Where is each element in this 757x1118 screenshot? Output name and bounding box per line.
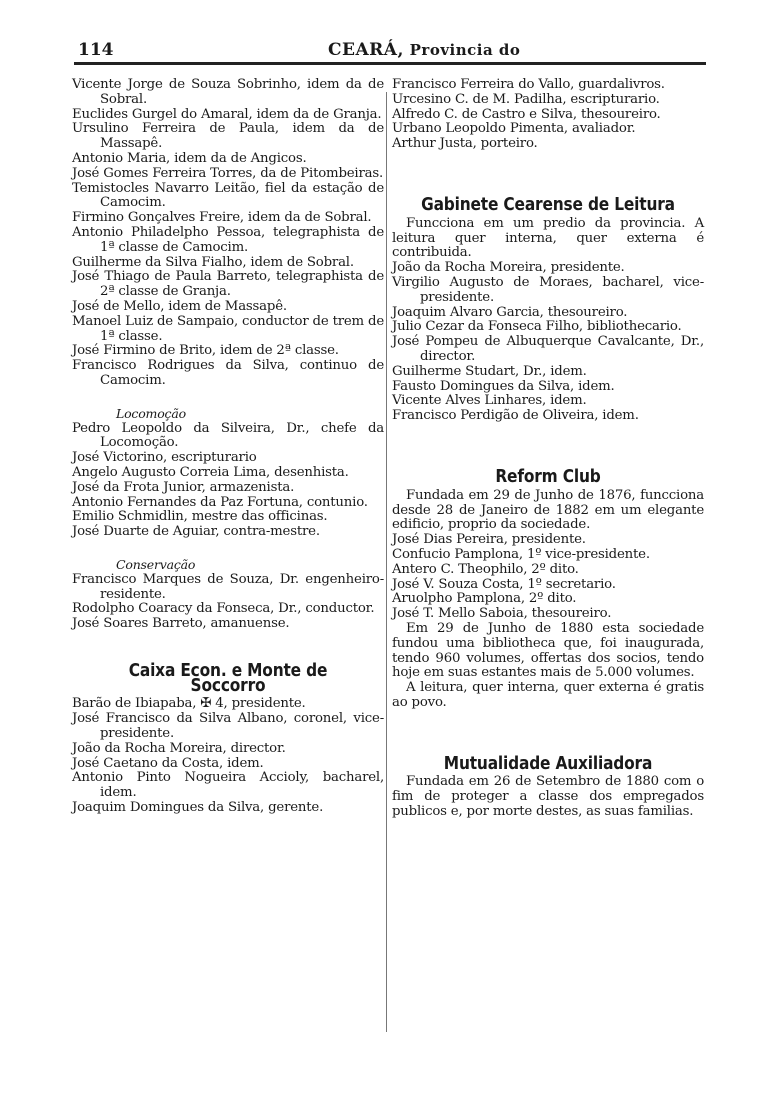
- list-item: Angelo Augusto Correia Lima, desenhista.: [72, 464, 349, 480]
- locomocao-heading: Locomoção: [116, 405, 186, 421]
- list-item: Confucio Pamplona, 1º vice-presidente.: [392, 546, 650, 562]
- page-number: 114: [78, 40, 114, 60]
- list-item: Francisco Rodrigues da Silva, continuo de Camocim.: [72, 358, 384, 388]
- list-item: José da Frota Junior, armazenista.: [72, 479, 295, 495]
- list-item: Urbano Leopoldo Pimenta, avaliador.: [392, 121, 636, 137]
- gabinete-title: Gabinete Cearense de Leitura: [421, 194, 675, 215]
- list-item: Joaquim Domingues da Silva, gerente.: [72, 800, 324, 816]
- list-item: José Duarte de Aguiar, contra-mestre.: [72, 524, 320, 540]
- list-item: Rodolpho Coaracy da Fonseca, Dr., conductor.: [72, 601, 375, 617]
- list-item: Antonio Philadelpho Pessoa, telegraphista de 1ª classe de Camocim.: [72, 224, 384, 255]
- reform-club-title: Reform Club: [495, 466, 601, 487]
- list-item: Antonio Maria, idem da de Angicos.: [72, 150, 307, 166]
- list-item: João da Rocha Moreira, director.: [72, 740, 286, 756]
- header-rule: [74, 62, 706, 65]
- list-item: Ursulino Ferreira de Paula, idem da de Massapê.: [72, 121, 384, 152]
- list-item: José Thiago de Paula Barreto, telegraphista de 2ª classe de Granja.: [72, 269, 384, 300]
- mutualidade-title: Mutualidade Auxiliadora: [443, 753, 653, 774]
- list-item: José V. Souza Costa, 1º secretario.: [392, 576, 616, 592]
- list-item: José T. Mello Saboia, thesoureiro.: [392, 606, 612, 622]
- gabinete-list: [392, 261, 704, 424]
- list-item: Joaquim Alvaro Garcia, thesoureiro.: [392, 304, 628, 320]
- list-item: Antonio Pinto Nogueira Accioly, bacharel, idem.: [72, 770, 384, 801]
- list-item: José Gomes Ferreira Torres, da de Pitombeiras.: [72, 165, 384, 181]
- list-item: Francisco Marques de Souza, Dr. engenheiro-residente.: [72, 571, 384, 602]
- list-item: Julio Cezar da Fonseca Filho, bibliothecario.: [392, 319, 682, 335]
- caixa-list: [72, 697, 384, 815]
- list-item: José Firmino de Brito, idem de 2ª classe.: [72, 343, 339, 359]
- list-item: Francisco Perdigão de Oliveira, idem.: [392, 408, 639, 424]
- reform-club-list: [392, 533, 704, 622]
- locomocao-list: [72, 422, 384, 540]
- list-item: Aruolpho Pamplona, 2º dito.: [392, 591, 577, 607]
- list-item: Guilherme Studart, Dr., idem.: [392, 363, 587, 379]
- list-item: José Caetano da Costa, idem.: [72, 755, 264, 771]
- list-item: Francisco Ferreira do Vallo, guardalivros.: [392, 77, 665, 92]
- running-title-state: CEARÁ,: [328, 40, 404, 60]
- running-header: [78, 38, 698, 62]
- staff-list-continued: [392, 78, 704, 152]
- list-item: Manoel Luiz de Sampaio, conductor de trem de 1ª classe.: [72, 313, 384, 344]
- list-item: Antonio Fernandes da Paz Fortuna, contunio.: [72, 494, 368, 510]
- list-item: Virgilio Augusto de Moraes, bacharel, vice-presidente.: [392, 274, 704, 305]
- list-item: Guilherme da Silva Fialho, idem de Sobral.: [72, 254, 354, 270]
- mutualidade-description: Fundada em 26 de Setembro de 1880 com o fim de proteger a classe dos empregados publicos e, por morte destes, as suas familias.: [392, 774, 704, 820]
- conservacao-list: [72, 573, 384, 632]
- list-item: Antero C. Theophilo, 2º dito.: [392, 561, 579, 577]
- running-title: [328, 40, 520, 60]
- list-item: Emilio Schmidlin, mestre das officinas.: [72, 509, 328, 525]
- conservacao-heading: Conservação: [116, 556, 196, 572]
- caixa-economica-title: Caixa Econ. e Monte de Soccorro: [128, 660, 328, 696]
- reform-club-library-note: Em 29 de Junho de 1880 esta sociedade fundou uma bibliotheca que, foi inaugurada, tendo 960 volumes, offertas dos socios, tendo hoje em suas estantes mais de 5.000 volumes.: [392, 620, 704, 681]
- list-item: José Soares Barreto, amanuense.: [72, 616, 290, 632]
- column-divider: [386, 92, 387, 1032]
- reform-club-description: Fundada em 29 de Junho de 1876, funcciona desde 28 de Janeiro de 1882 em um elegante edificio, proprio da sociedade.: [392, 487, 704, 533]
- list-item: Alfredo C. de Castro e Silva, thesoureiro.: [392, 106, 661, 122]
- list-item: José Pompeu de Albuquerque Cavalcante, Dr., director.: [392, 334, 704, 364]
- list-item: Urcesino C. de M. Padilha, escripturario.: [392, 91, 660, 107]
- list-item: Vicente Jorge de Souza Sobrinho, idem da de Sobral.: [72, 77, 384, 107]
- list-item: Arthur Justa, porteiro.: [392, 136, 538, 152]
- staff-list: [72, 78, 384, 389]
- list-item: João da Rocha Moreira, presidente.: [392, 260, 625, 276]
- list-item: Euclides Gurgel do Amaral, idem da de Granja.: [72, 106, 382, 122]
- list-item: Firmino Gonçalves Freire, idem da de Sobral.: [72, 210, 372, 226]
- list-item: José Dias Pereira, presidente.: [392, 532, 586, 548]
- right-column: [392, 78, 704, 820]
- list-item: Temistocles Navarro Leitão, fiel da estação de Camocim.: [72, 180, 384, 211]
- gabinete-description: Funcciona em um predio da provincia. A leitura quer interna, quer externa é contribuida.: [392, 215, 704, 261]
- reform-club-reading-note: A leitura, quer interna, quer externa é gratis ao povo.: [392, 680, 704, 710]
- list-item: Pedro Leopoldo da Silveira, Dr., chefe da Locomoção.: [72, 420, 384, 451]
- list-item: José Francisco da Silva Albano, coronel, vice-presidente.: [72, 711, 384, 742]
- list-item: Vicente Alves Linhares, idem.: [392, 393, 587, 409]
- list-item: Fausto Domingues da Silva, idem.: [392, 378, 615, 394]
- list-item: Barão de Ibiapaba, ✠ 4, presidente.: [72, 696, 306, 712]
- list-item: José Victorino, escripturario: [72, 450, 257, 466]
- left-column: [72, 78, 384, 816]
- running-title-rest: Provincia do: [409, 41, 521, 59]
- list-item: José de Mello, idem de Massapê.: [72, 298, 287, 314]
